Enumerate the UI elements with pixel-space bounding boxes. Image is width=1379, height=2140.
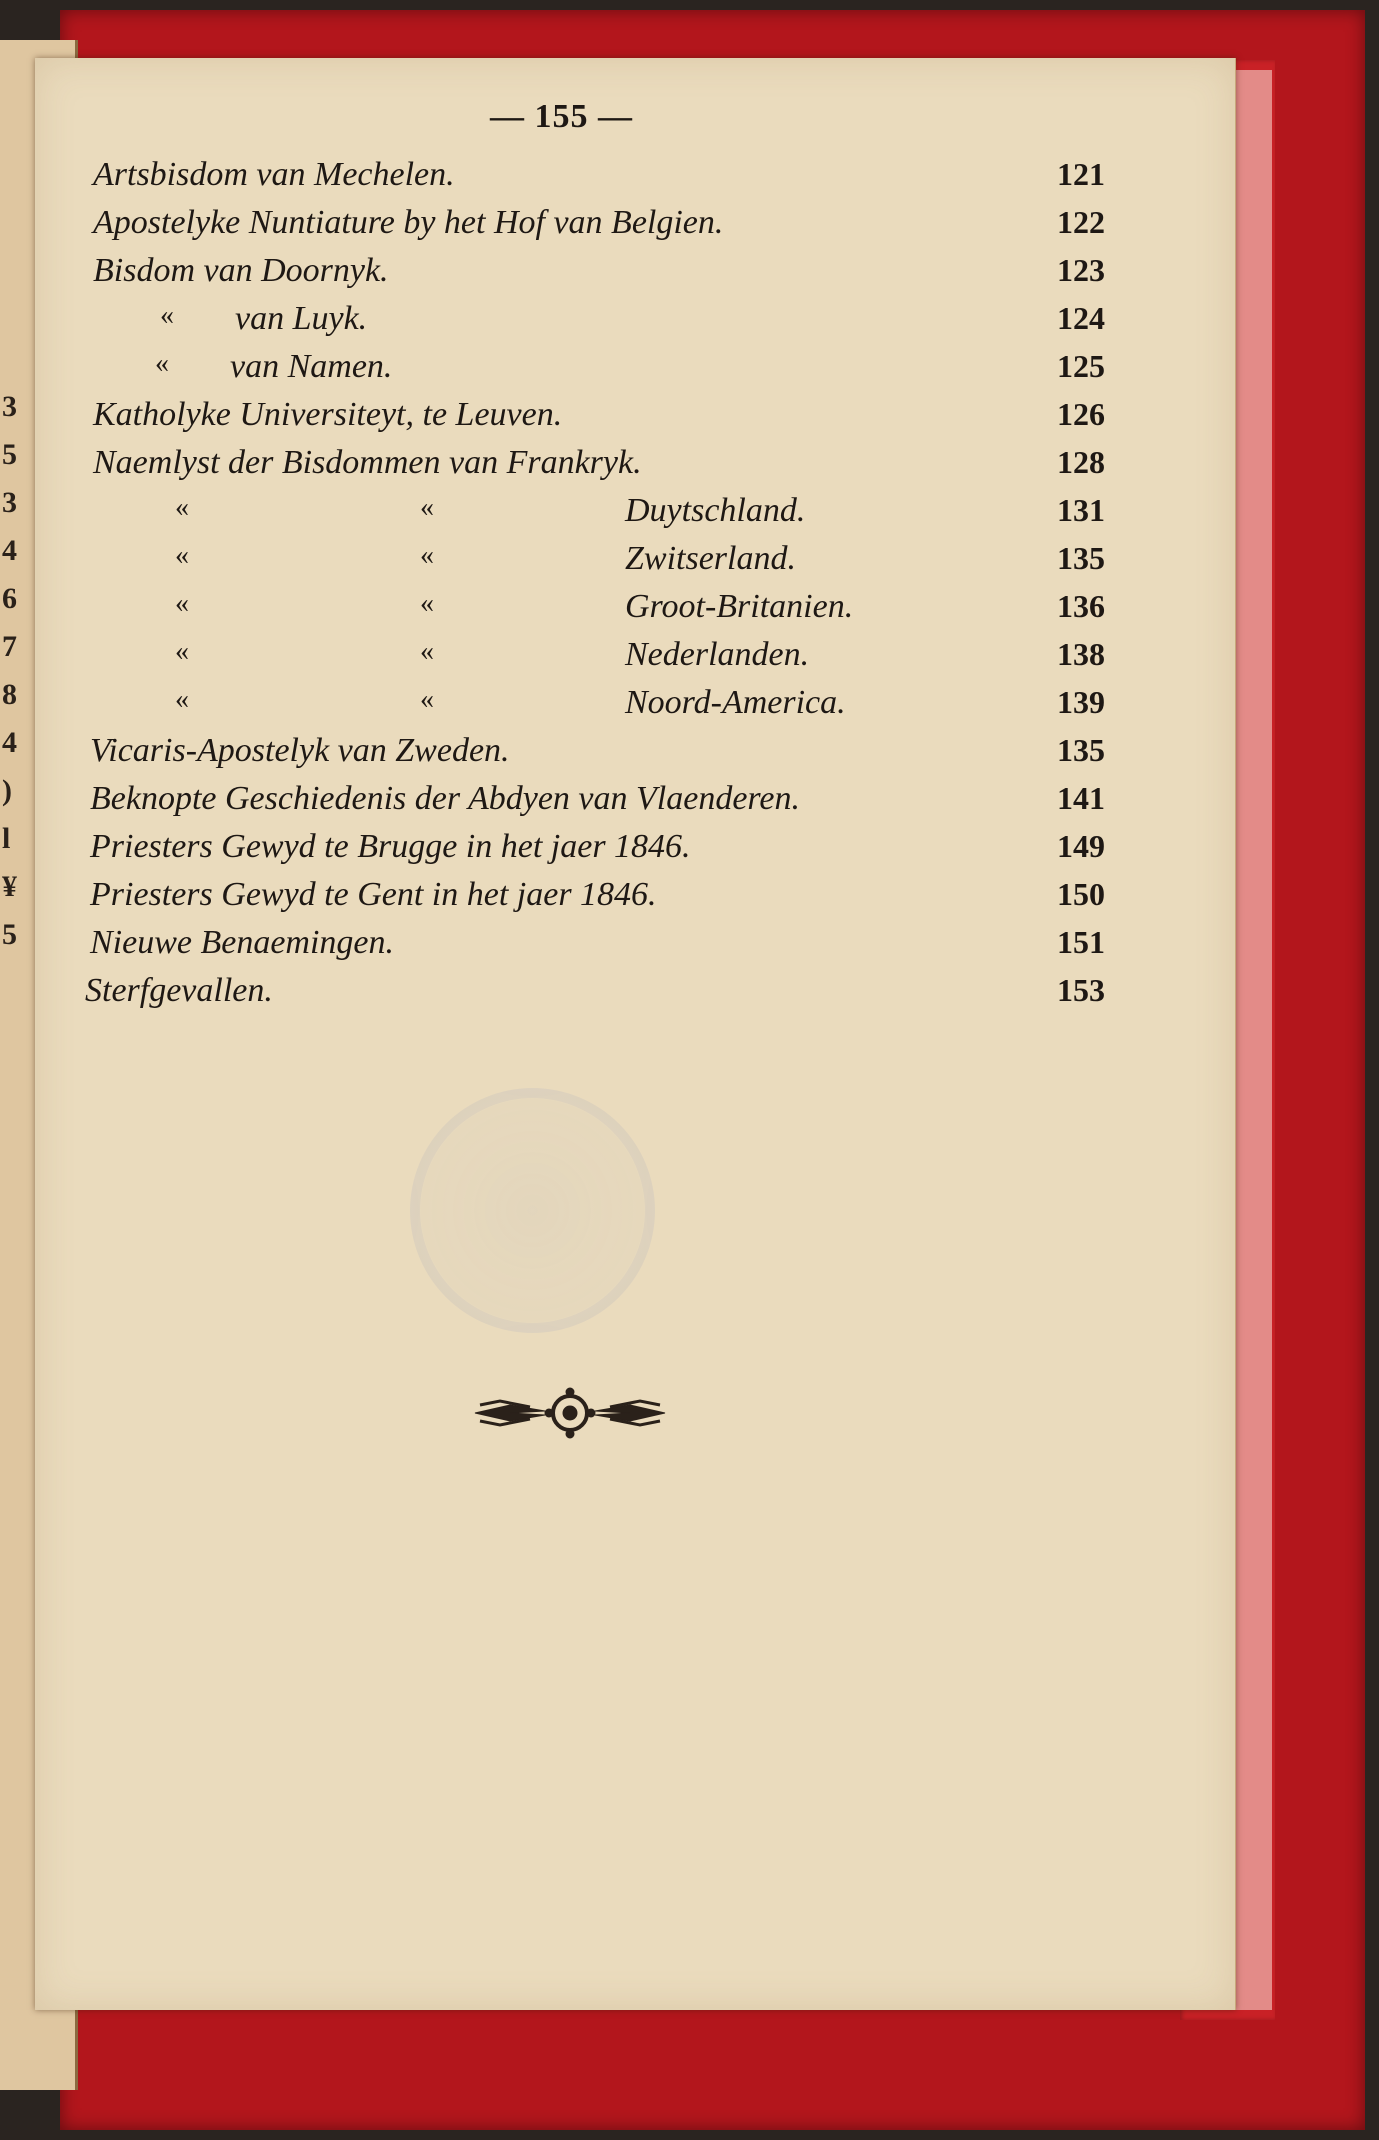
- ditto-mark: «: [420, 540, 434, 571]
- toc-entry: [35, 396, 1235, 442]
- toc-entry-title: Duytschland.: [625, 492, 806, 529]
- ditto-mark: «: [175, 588, 189, 619]
- toc-entry: [35, 732, 1235, 778]
- left-page-number: 3: [2, 390, 17, 423]
- toc-entry-title: Apostelyke Nuntiature by het Hof van Belgien.: [93, 204, 724, 241]
- toc-entry-title: Nieuwe Benaemingen.: [90, 924, 395, 961]
- toc-entry-page: 135: [1057, 732, 1105, 768]
- toc-entry: [35, 636, 1235, 682]
- toc-entry-page: 131: [1057, 492, 1105, 528]
- toc-entry-page: 124: [1057, 300, 1105, 336]
- toc-entry: [35, 540, 1235, 586]
- toc-entry-page: 126: [1057, 396, 1105, 432]
- toc-entry: [35, 828, 1235, 874]
- toc-entry: [35, 684, 1235, 730]
- toc-entry-page: 141: [1057, 780, 1105, 816]
- toc-entry: [35, 492, 1235, 538]
- toc-entry-title: Naemlyst der Bisdommen van Frankryk.: [93, 444, 642, 481]
- ditto-mark: «: [155, 348, 169, 379]
- toc-entry-title: Bisdom van Doornyk.: [93, 252, 389, 289]
- ditto-mark: «: [420, 684, 434, 715]
- toc-entry-title: Priesters Gewyd te Brugge in het jaer 1846.: [90, 828, 691, 865]
- toc-entry-page: 121: [1057, 156, 1105, 192]
- toc-entry-title: Noord-America.: [625, 684, 846, 721]
- page-number: — 155 —: [490, 98, 633, 135]
- toc-entry-title: Artsbisdom van Mechelen.: [93, 156, 455, 193]
- left-page-number: 5: [2, 918, 17, 951]
- toc-entry-page: 136: [1057, 588, 1105, 624]
- toc-entry: [35, 924, 1235, 970]
- ditto-mark: «: [160, 300, 174, 331]
- toc-entry-title: Zwitserland.: [625, 540, 796, 577]
- ditto-mark: «: [175, 540, 189, 571]
- toc-entry-title: Groot-Britanien.: [625, 588, 854, 625]
- left-page-number: ¥: [2, 870, 17, 903]
- ditto-mark: «: [175, 684, 189, 715]
- toc-entry: [35, 780, 1235, 826]
- toc-entry-page: 125: [1057, 348, 1105, 384]
- left-page-number: l: [2, 822, 11, 855]
- toc-entry-title: Beknopte Geschiedenis der Abdyen van Vlaenderen.: [90, 780, 800, 817]
- left-page-number: 6: [2, 582, 17, 615]
- toc-entry: [35, 204, 1235, 250]
- left-page-number: 5: [2, 438, 17, 471]
- toc-entry: [35, 444, 1235, 490]
- left-page-number: 3: [2, 486, 17, 519]
- left-page-number: 8: [2, 678, 17, 711]
- toc-entry-title: Priesters Gewyd te Gent in het jaer 1846.: [90, 876, 657, 913]
- faded-library-stamp: [410, 1088, 655, 1333]
- ditto-mark: «: [420, 492, 434, 523]
- left-page-number: ): [2, 774, 12, 807]
- book-page: [35, 58, 1236, 2010]
- toc-entry-title: Vicaris-Apostelyk van Zweden.: [90, 732, 510, 769]
- ditto-mark: «: [175, 636, 189, 667]
- left-page-number: 4: [2, 534, 17, 567]
- toc-entry: [35, 876, 1235, 922]
- ditto-mark: «: [420, 636, 434, 667]
- toc-entry-page: 122: [1057, 204, 1105, 240]
- toc-entry: [35, 252, 1235, 298]
- toc-entry-page: 138: [1057, 636, 1105, 672]
- toc-entry-page: 153: [1057, 972, 1105, 1008]
- toc-entry-page: 151: [1057, 924, 1105, 960]
- toc-entry-page: 135: [1057, 540, 1105, 576]
- toc-entry: [35, 300, 1235, 346]
- toc-entry: [35, 156, 1235, 202]
- left-page-number: 4: [2, 726, 17, 759]
- toc-entry: [35, 972, 1235, 1018]
- toc-entry: [35, 588, 1235, 634]
- toc-entry-title: Nederlanden.: [625, 636, 810, 673]
- ditto-mark: «: [420, 588, 434, 619]
- toc-entry-title: van Luyk.: [235, 300, 368, 337]
- floral-ornament-icon: [470, 1383, 670, 1443]
- toc-entry-page: 150: [1057, 876, 1105, 912]
- toc-entry: [35, 348, 1235, 394]
- toc-entry-page: 128: [1057, 444, 1105, 480]
- toc-entry-title: Sterfgevallen.: [85, 972, 273, 1009]
- ditto-mark: «: [175, 492, 189, 523]
- toc-entry-title: van Namen.: [230, 348, 393, 385]
- toc-entry-page: 139: [1057, 684, 1105, 720]
- toc-entry-page: 149: [1057, 828, 1105, 864]
- left-page-number: 7: [2, 630, 17, 663]
- toc-entry-page: 123: [1057, 252, 1105, 288]
- toc-entry-title: Katholyke Universiteyt, te Leuven.: [93, 396, 563, 433]
